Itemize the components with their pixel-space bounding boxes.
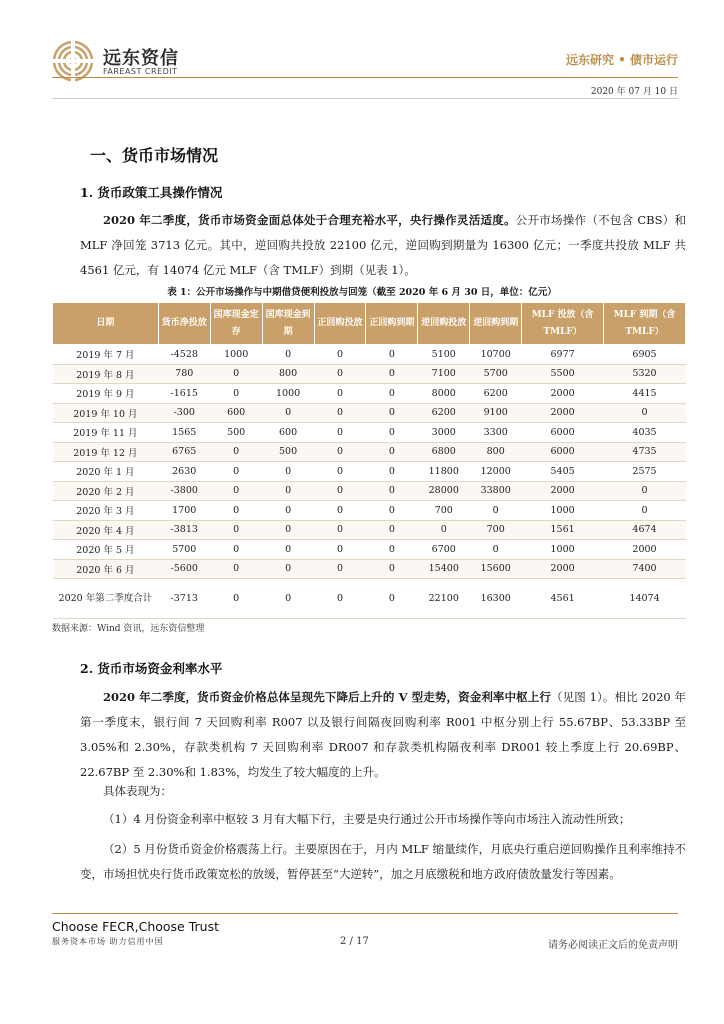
table-cell-value: 6765 [158,442,210,462]
subsection-title-rates: 2. 货币市场资金利率水平 [80,661,223,676]
table-cell-value: 800 [470,442,522,462]
table-cell-value: 800 [262,364,314,384]
table-cell-date: 2019 年 10 月 [53,403,159,423]
table-cell-value: 3300 [470,423,522,443]
table-cell-value: -3813 [158,520,210,540]
paragraph-lead-bold: 2020 年二季度，货币资金价格总体呈现先下降后上升的 V 型走势，资金利率中枢上行 [103,690,551,704]
table-cell-value: 0 [418,520,470,540]
table-cell-value: 0 [262,579,314,619]
page-header [0,0,724,100]
table-cell-value: 4415 [604,384,686,404]
table-cell-value: 0 [210,520,262,540]
table-cell-value: 0 [210,540,262,560]
table-cell-value: 0 [262,403,314,423]
table-cell-date: 2019 年 12 月 [53,442,159,462]
header-divider-secondary [52,98,678,99]
table-cell-value: -3800 [158,481,210,501]
footer-slogan: Choose FECR,Choose Trust [52,919,219,934]
table-row [53,403,686,423]
table-cell-value: 6905 [604,345,686,365]
table-cell-date: 2020 年 2 月 [53,481,159,501]
table-cell-value: 0 [314,520,366,540]
table-cell-value: 0 [604,501,686,521]
column-header: MLF 到期（含 TMLF） [604,303,686,345]
table-row [53,520,686,540]
table-cell-value: 600 [210,403,262,423]
paragraph-lead-bold: 2020 年二季度，货币市场资金面总体处于合理充裕水平，央行操作灵活适度。 [103,213,516,227]
table-cell-date: 2019 年 11 月 [53,423,159,443]
table-cell-value: 5700 [158,540,210,560]
table-cell-date: 2020 年 1 月 [53,462,159,482]
table-cell-value: 5500 [522,364,604,384]
table-cell-value: 4035 [604,423,686,443]
table-cell-date: 2020 年第二季度合计 [53,579,159,619]
table-cell-value: 5320 [604,364,686,384]
table-row [53,442,686,462]
table-cell-value: 0 [366,520,418,540]
table-cell-value: 500 [210,423,262,443]
subsection-title-policy-tools: 1. 货币政策工具操作情况 [80,185,223,200]
report-section-tag: 远东研究 • 债市运行 [565,53,678,67]
table-cell-value: 0 [366,462,418,482]
table-cell-value: -4528 [158,345,210,365]
table-cell-value: 0 [366,442,418,462]
table-cell-value: 9100 [470,403,522,423]
table-cell-value: 6000 [522,423,604,443]
table-cell-value: 0 [314,345,366,365]
table-cell-value: 5405 [522,462,604,482]
table-cell-value: 2575 [604,462,686,482]
table-cell-value: 600 [262,423,314,443]
table-cell-value: 5100 [418,345,470,365]
table-cell-value: 6200 [418,403,470,423]
table-cell-value: 6977 [522,345,604,365]
table-cell-value: 2630 [158,462,210,482]
table-cell-value: 22100 [418,579,470,619]
table-cell-value: 0 [314,462,366,482]
table-cell-value: 0 [210,462,262,482]
table-cell-value: 0 [210,364,262,384]
paragraph-point-1: （1）4 月份资金利率中枢较 3 月有大幅下行，主要是央行通过公开市场操作等向市场注入流动性所致； [103,812,631,826]
table-cell-value: -1615 [158,384,210,404]
column-header: 逆回购投放 [418,303,470,345]
table-row [53,462,686,482]
table-cell-value: 0 [366,345,418,365]
column-header: 国库现金到期 [262,303,314,345]
page-number: 2 / 17 [340,936,369,947]
table-cell-value: 6800 [418,442,470,462]
table-row [53,384,686,404]
paragraph-rates [80,685,686,785]
table-cell-value: 780 [158,364,210,384]
table-cell-value: 0 [314,403,366,423]
table-header-row [53,303,686,345]
section-title: 一、货币市场情况 [90,146,219,165]
table-cell-value: -3713 [158,579,210,619]
table-cell-value: 0 [314,364,366,384]
table-cell-value: 0 [366,403,418,423]
table-cell-date: 2020 年 4 月 [53,520,159,540]
column-header: MLF 投放（含 TMLF） [522,303,604,345]
table-cell-value: 0 [210,579,262,619]
table-row [53,559,686,579]
table-row [53,501,686,521]
paragraph-body: （见图 1）。相比 2020 年第一季度末，银行间 7 天回购利率 R007 以及银行间隔夜回购利率 R001 中枢分别上行 55.67BP、53.33BP 至 3.05%和 2.30%，存款类机构 7 天回购利率 DR007 和存款类机构隔夜利率 DR001 较上季度上行 20.69BP、22.67BP 至 2.30%和 1.83%，均发生了较大幅度的上升。 [80,690,686,779]
table-caption: 表 1：公开市场操作与中期借贷便利投放与回笼（截至 2020 年 6 月 30 日，单位：亿元） [167,287,557,298]
table-cell-value: 0 [604,481,686,501]
table-cell-date: 2019 年 8 月 [53,364,159,384]
table-cell-value: 0 [366,423,418,443]
table-cell-value: 7100 [418,364,470,384]
table-cell-value: 0 [262,501,314,521]
table-cell-value: 6200 [470,384,522,404]
table-body [53,345,686,619]
table-cell-value: 0 [366,559,418,579]
column-header: 正回购到期 [366,303,418,345]
table-cell-value: 14074 [604,579,686,619]
table-cell-value: 0 [210,384,262,404]
table-cell-value: 0 [366,364,418,384]
column-header: 日期 [53,303,159,345]
table-cell-value: 1565 [158,423,210,443]
table-cell-value: 12000 [470,462,522,482]
table-cell-value: 15400 [418,559,470,579]
table-cell-value: 0 [366,579,418,619]
table-cell-date: 2020 年 6 月 [53,559,159,579]
table-cell-value: 28000 [418,481,470,501]
table-cell-value: 0 [210,442,262,462]
paragraph-intro: 具体表现为： [103,784,172,798]
table-cell-value: 0 [604,403,686,423]
column-header: 逆回购到期 [470,303,522,345]
table-cell-value: 33800 [470,481,522,501]
report-date: 2020 年 07 月 10 日 [590,87,678,97]
paragraph-body: 公开市场操作（不包含 CBS）和 MLF 净回笼 3713 亿元。其中，逆回购共投放 22100 亿元，逆回购到期量为 16300 亿元；一季度共投放 MLF 共 4561 亿元，有 14074 亿元 MLF（含 TMLF）到期（见表 1）。 [80,213,686,277]
table-cell-value: -5600 [158,559,210,579]
table-cell-date: 2020 年 5 月 [53,540,159,560]
table-row [53,481,686,501]
table-cell-value: 0 [314,501,366,521]
table-cell-value: 1000 [522,501,604,521]
table-cell-date: 2019 年 7 月 [53,345,159,365]
table-cell-value: 0 [262,559,314,579]
table-cell-value: 4561 [522,579,604,619]
table-cell-value: 1000 [522,540,604,560]
table-cell-value: 6700 [418,540,470,560]
table-cell-value: 500 [262,442,314,462]
table-cell-value: 0 [210,559,262,579]
column-header: 国库现金定存 [210,303,262,345]
table-cell-value: 0 [314,579,366,619]
table-cell-date: 2019 年 9 月 [53,384,159,404]
table-cell-value: 2000 [522,384,604,404]
table-cell-value: 0 [470,501,522,521]
column-header: 货币净投放 [158,303,210,345]
table-cell-value: 0 [262,462,314,482]
table-cell-value: 0 [314,540,366,560]
table-cell-value: 0 [262,540,314,560]
table-total-row [53,579,686,619]
paragraph-point-2: （2）5 月份货币资金价格震荡上行。主要原因在于，月内 MLF 缩量续作，月底央行重启逆回购操作且利率维持不变，市场担忧央行货币政策宽松的放缓，暂停甚至“大逆转”，加之月底缴税和地方政府债放量发行等因素。 [80,842,686,881]
table-cell-value: 700 [418,501,470,521]
table-cell-value: 0 [314,559,366,579]
table-cell-value: 0 [314,384,366,404]
table-cell-value: 0 [314,442,366,462]
table-cell-value: -300 [158,403,210,423]
brand-name-en: FAREAST CREDIT [103,67,178,76]
table-cell-value: 0 [366,540,418,560]
table-cell-value: 4735 [604,442,686,462]
table-cell-value: 700 [470,520,522,540]
table-row [53,345,686,365]
table-cell-value: 0 [314,423,366,443]
column-header: 正回购投放 [314,303,366,345]
table-cell-value: 0 [262,481,314,501]
table-cell-value: 2000 [522,559,604,579]
table-cell-value: 4674 [604,520,686,540]
paragraph-policy-ops [80,208,686,283]
open-market-operations-table [52,302,686,619]
table-cell-value: 11800 [418,462,470,482]
table-cell-value: 0 [262,520,314,540]
table-cell-value: 0 [470,540,522,560]
table-cell-value: 0 [366,501,418,521]
table-cell-value: 1000 [262,384,314,404]
table-cell-value: 1700 [158,501,210,521]
table-cell-value: 6000 [522,442,604,462]
table-cell-value: 8000 [418,384,470,404]
header-divider [52,77,678,78]
table-cell-value: 2000 [522,481,604,501]
table-cell-value: 0 [210,481,262,501]
table-row [53,423,686,443]
table-row [53,364,686,384]
table-cell-value: 16300 [470,579,522,619]
table-cell-value: 10700 [470,345,522,365]
table-cell-date: 2020 年 3 月 [53,501,159,521]
table-cell-value: 1000 [210,345,262,365]
table-cell-value: 2000 [604,540,686,560]
table-cell-value: 0 [366,481,418,501]
table-source-note: 数据来源：Wind 资讯，远东资信整理 [52,624,205,634]
table-cell-value: 3000 [418,423,470,443]
table-cell-value: 2000 [522,403,604,423]
footer-divider [52,913,678,914]
table-cell-value: 0 [366,384,418,404]
table-cell-value: 0 [314,481,366,501]
brand-name-cn: 远东资信 [103,48,179,69]
table-cell-value: 15600 [470,559,522,579]
table-cell-value: 7400 [604,559,686,579]
table-cell-value: 5700 [470,364,522,384]
footer-slogan-cn: 服务资本市场 助力信用中国 [52,937,164,946]
table-row [53,540,686,560]
footer-disclaimer: 请务必阅读正文后的免责声明 [548,940,678,951]
table-cell-value: 0 [262,345,314,365]
table-cell-value: 0 [210,501,262,521]
table-cell-value: 1561 [522,520,604,540]
fareast-credit-logo-icon [52,40,94,82]
